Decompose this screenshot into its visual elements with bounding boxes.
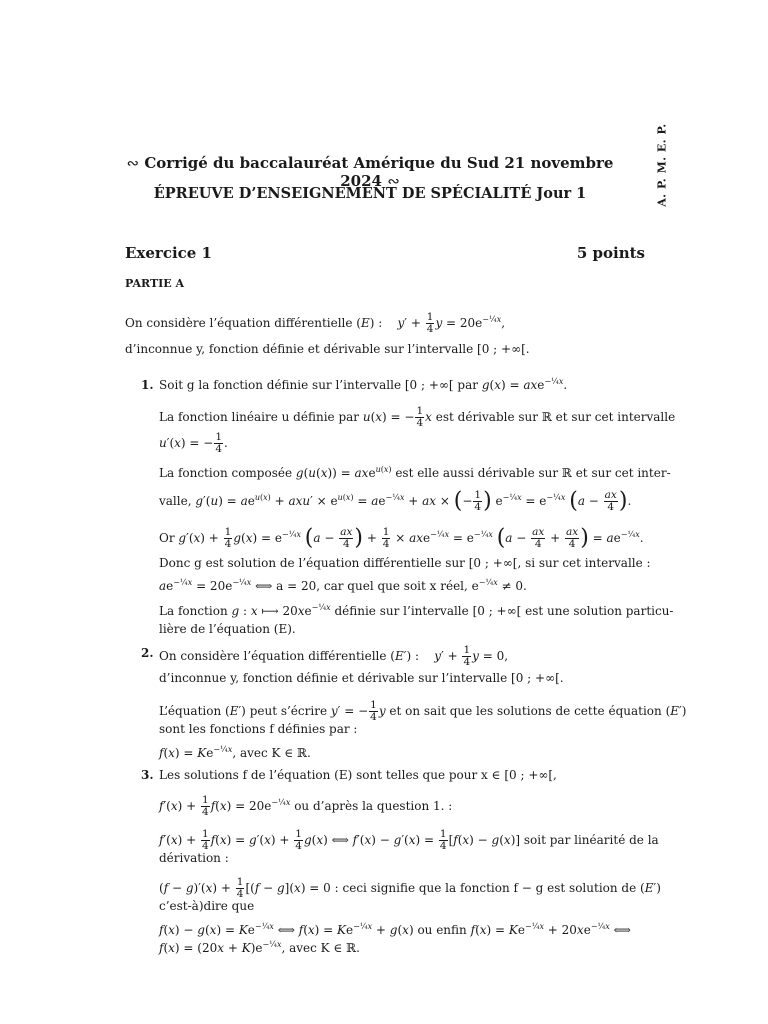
q1-particular-solution-end: lière de l’équation (E). bbox=[159, 622, 296, 636]
q2-domain: d’inconnue y, fonction définie et dérivable sur l’intervalle [0 ; +∞[. bbox=[159, 671, 564, 685]
q1-linear-function: La fonction linéaire u définie par u(x) = − $\frac{1}{4}$ x est dérivable sur ℝ et sur cet intervalle bbox=[159, 405, 676, 429]
q1-conclusion: Donc g est solution de l’équation différentielle sur [0 ; +∞[, si sur cet intervalle : bbox=[159, 556, 651, 570]
side-label: A. P. M. E. P. bbox=[655, 123, 669, 207]
q2-general-solution: $f(x) = Ke^{-\frac{1}{4}x}$, avec K ∈ ℝ. bbox=[159, 745, 311, 760]
question-1-number: 1. bbox=[141, 378, 154, 392]
q3-final-solution: $f(x) = (20x + K)e^{-\frac{1}{4}x}$, avec K ∈ ℝ. bbox=[159, 940, 360, 955]
question-3-number: 3. bbox=[141, 768, 154, 782]
q2-rewrite: L’équation (E′) peut s’écrire y′ = − $\frac{1}{4}$ y et on sait que les solutions de cette équation (E′) bbox=[159, 699, 687, 723]
q2-equation: On considère l’équation différentielle (E′) : y′ + $\frac{1}{4}$ y = 0, bbox=[159, 644, 509, 668]
q3-solution-line: $f(x) - g(x) = Ke^{-\frac{1}{4}x}$ ⟺ $f(x) = Ke^{-\frac{1}{4}x} + g(x)$ ou enfin $f(x) = Ke^{-\frac{1}{4}x} + 20xe^{-\frac{1}{4}x}$ ⟺ bbox=[159, 922, 631, 937]
q3-linearity: (f − g)′(x) + $\frac{1}{4}$ [(f − g](x) = 0 : ceci signifie que la fonction f − g est solution de (E′) bbox=[159, 876, 661, 900]
ornament-left: ∾ bbox=[126, 154, 140, 172]
q3-intro: Les solutions f de l’équation (E) sont telles que pour x ∈ [0 ; +∞[, bbox=[159, 768, 557, 782]
q1-condition: $ae^{-\frac{1}{4}x} = 20e^{-\frac{1}{4}x}$ ⟺ a = 20, car quel que soit x réel, $e^{-\frac{1}{4}x} \ne 0$. bbox=[159, 578, 527, 593]
intro-domain: d’inconnue y, fonction définie et dérivable sur l’intervalle [0 ; +∞[. bbox=[125, 342, 530, 356]
part-heading: PARTIE A bbox=[125, 277, 185, 290]
exercise-name: Exercice 1 bbox=[125, 244, 212, 262]
q3-that-is: c’est-à)dire que bbox=[159, 899, 255, 913]
q3-derivation: dérivation : bbox=[159, 851, 229, 865]
q2-solutions-intro: sont les fonctions f définies par : bbox=[159, 722, 358, 736]
q1-u-derivative: u′(x) = − $\frac{1}{4}$ . bbox=[159, 431, 228, 455]
q1-derivative: valle, $g'(u) = ae^{u(x)} + axu' \times e^{u(x)} = ae^{-\frac{1}{4}x}$ + ax × (− $\frac{1}{4}$ ) $e^{-\frac{1}{4}x} = e^{-\frac{1}{4}x}$ (a − $\frac{ax}{4}$ ). bbox=[159, 488, 632, 514]
q3-equation: f′(x) + $\frac{1}{4}$ $f(x) = 20e^{-\frac{1}{4}x}$ ou d’après la question 1. : bbox=[159, 794, 453, 818]
q1-verification: Or g′(x) + $\frac{1}{4}$ $g(x) = e^{-\frac{1}{4}x}$ (a − $\frac{ax}{4}$ ) + $\frac{1}{4}$ × $axe^{-\frac{1}{4}x} = e^{-\frac{1}{4}x}$ (a − $\frac{ax}{4}$ + $\frac{ax}{4}$ ) = $ae^{-\frac{1}{4}x}$. bbox=[159, 525, 644, 551]
title-line-1: Corrigé du baccalauréat Amérique du Sud 21 novembre 2024 bbox=[144, 154, 614, 190]
question-2-number: 2. bbox=[141, 646, 154, 660]
q3-difference: f′(x) + $\frac{1}{4}$ f(x) = g′(x) + $\frac{1}{4}$ g(x) ⟺ f′(x) − g′(x) = $\frac{1}{4}$ [f(x) − g(x)] soit par linéarité de la bbox=[159, 828, 659, 852]
q1-definition: Soit g la fonction définie sur l’intervalle [0 ; +∞[ par g(x) = axe$^{-\frac{1}{4}x}$. bbox=[159, 377, 568, 392]
exercise-heading bbox=[125, 244, 645, 262]
exercise-points: 5 points bbox=[576, 244, 645, 262]
q1-composite: La fonction composée g(u(x)) = axe$^{u(x)}$ est elle aussi dérivable sur ℝ et sur cet inter- bbox=[159, 465, 671, 480]
ornament-right: ∾ bbox=[387, 172, 400, 190]
intro-equation: On considère l’équation différentielle (E) : y′ + $\frac{1}{4}$ $y = 20e^{-\frac{1}{4}x}$, bbox=[125, 311, 506, 335]
document-subtitle: ÉPREUVE D’ENSEIGNEMENT DE SPÉCIALITÉ Jour 1 bbox=[153, 185, 587, 202]
q1-particular-solution: La fonction g : x ⟼ $20xe^{-\frac{1}{4}x}$ définie sur l’intervalle [0 ; +∞[ est une solution particu- bbox=[159, 603, 674, 618]
